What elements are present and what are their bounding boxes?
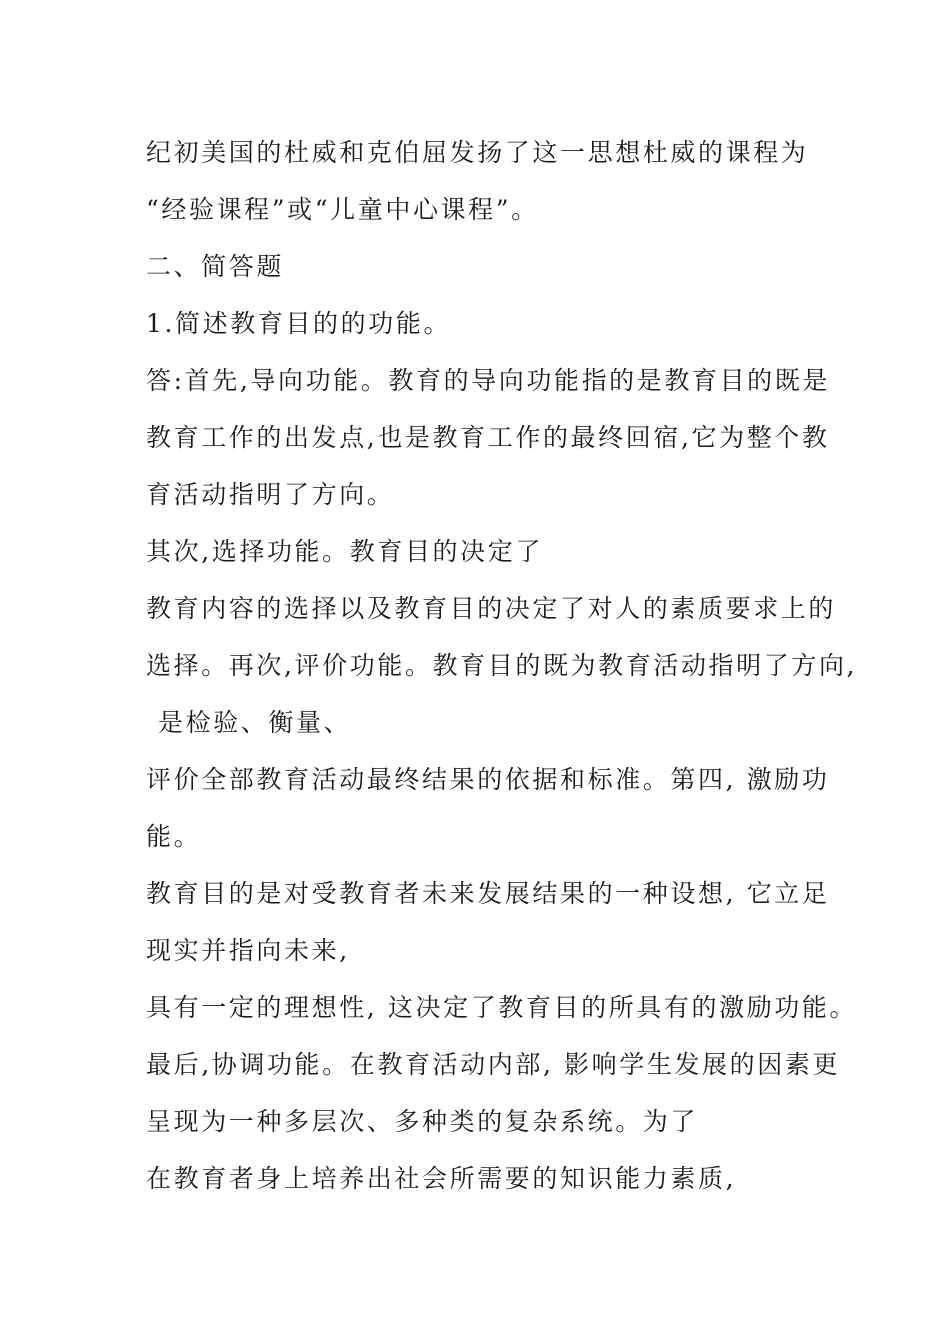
text-line: 是检验、衡量、	[158, 708, 352, 737]
text-line: 具有一定的理想性, 这决定了教育目的所具有的激励功能。	[146, 993, 858, 1022]
text-line: 教育内容的选择以及教育目的决定了对人的素质要求上的	[146, 594, 837, 623]
section-heading: 二、简答题	[146, 252, 285, 281]
text-line: 评价全部教育活动最终结果的依据和标准。第四, 激励功	[146, 765, 830, 794]
text-line: 选择。再次,评价功能。教育目的既为教育活动指明了方向,	[146, 651, 858, 680]
question-title: 1.简述教育目的的功能。	[146, 309, 452, 338]
text-line: “经验课程”或“儿童中心课程”。	[146, 195, 539, 224]
text-line: 育活动指明了方向。	[146, 480, 395, 509]
text-line: 答:首先,导向功能。教育的导向功能指的是教育目的既是	[146, 366, 830, 395]
text-line: 在教育者身上培养出社会所需要的知识能力素质,	[146, 1164, 737, 1193]
text-line: 呈现为一种多层次、多种类的复杂系统。为了	[146, 1107, 699, 1136]
text-line: 能。	[146, 822, 202, 851]
text-line: 现实并指向未来,	[146, 936, 350, 965]
text-line: 纪初美国的杜威和克伯屈发扬了这一思想杜威的课程为	[146, 138, 809, 167]
text-line: 教育目的是对受教育者未来发展结果的一种设想, 它立足	[146, 879, 830, 908]
text-line: 最后,协调功能。在教育活动内部, 影响学生发展的因素更	[146, 1050, 841, 1079]
text-line: 教育工作的出发点,也是教育工作的最终回宿,它为整个教	[146, 423, 830, 452]
text-line: 其次,选择功能。教育目的决定了	[146, 537, 543, 566]
